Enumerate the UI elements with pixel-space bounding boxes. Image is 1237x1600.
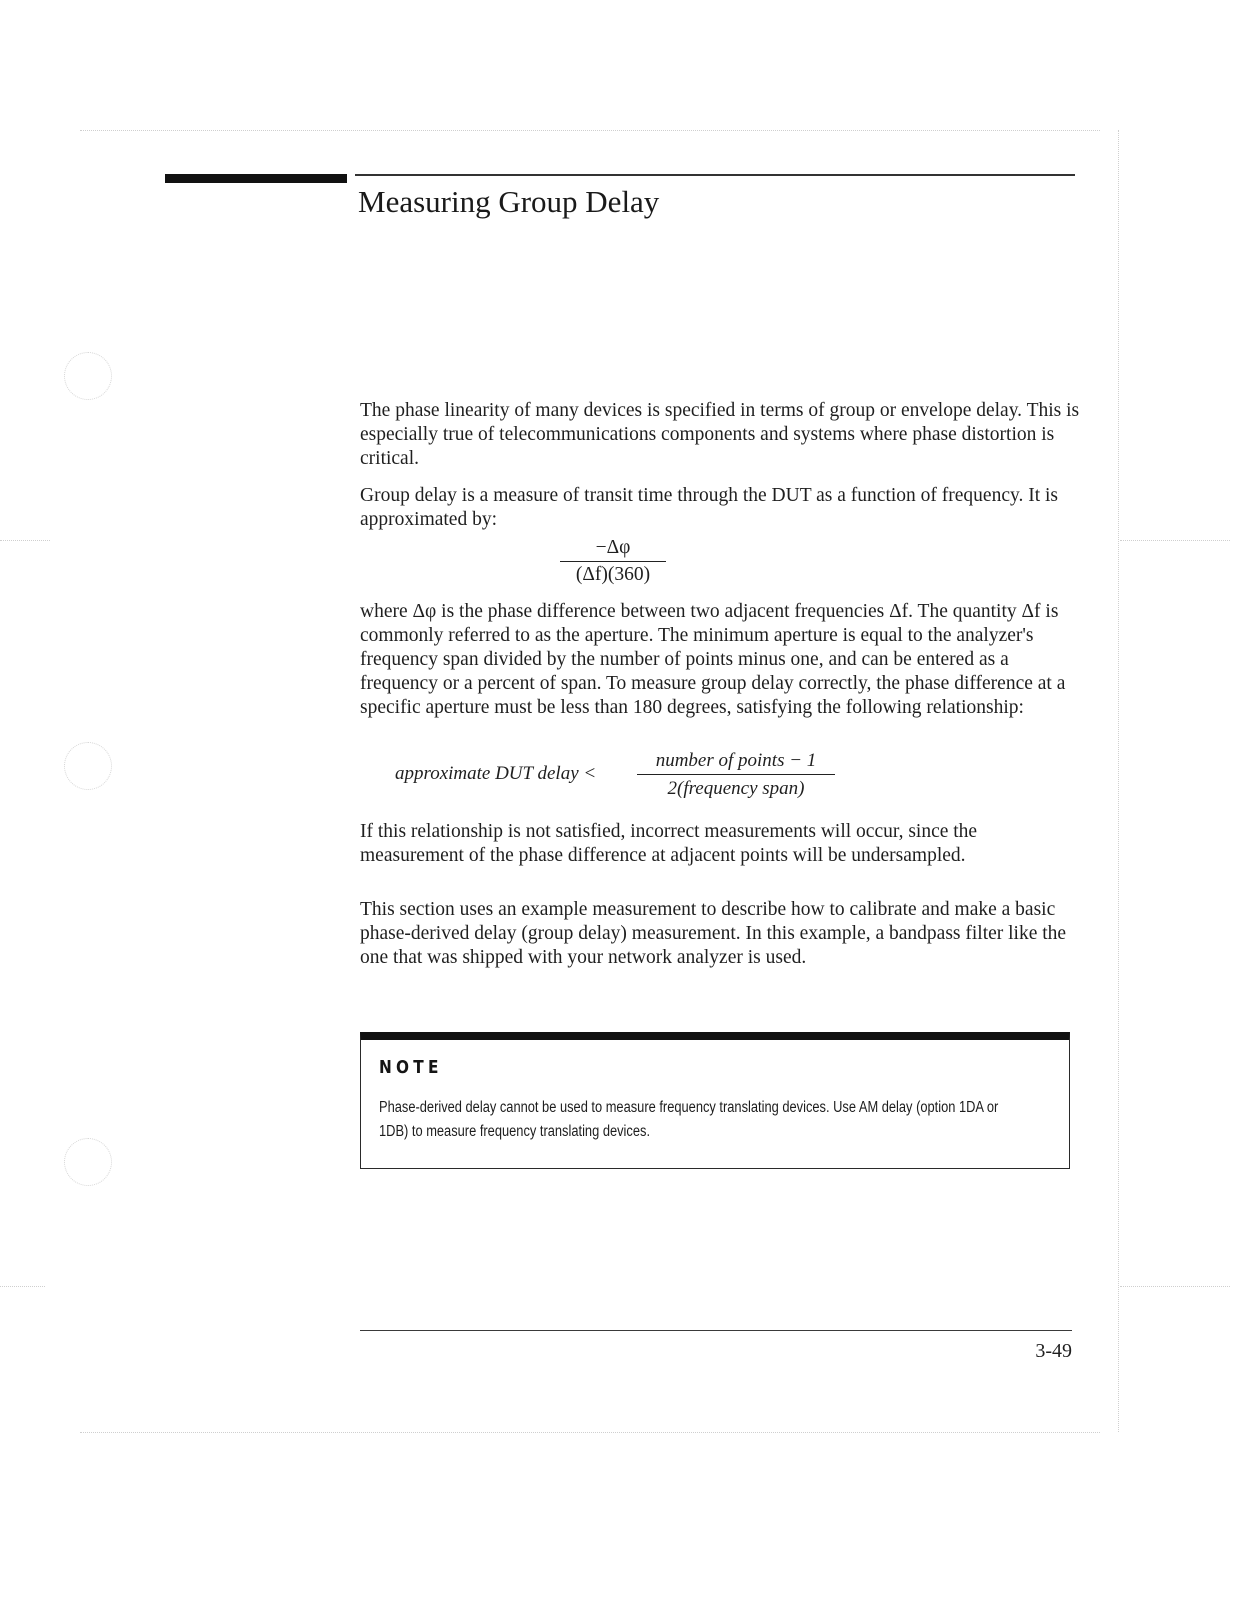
page-number: 3-49	[1035, 1340, 1072, 1362]
note-heading: NOTE	[379, 1057, 443, 1078]
formula-denominator: (Δf)(360)	[575, 564, 651, 585]
page-edge-tick	[1120, 540, 1230, 541]
title-rule	[355, 174, 1075, 176]
page-edge-tick	[1120, 1286, 1230, 1287]
page-edge-right	[1118, 130, 1119, 1432]
punch-hole	[64, 1138, 112, 1186]
paragraph-definition: Group delay is a measure of transit time through the DUT as a function of frequency. It is approximated by:	[360, 485, 1059, 530]
page-title: Measuring Group Delay	[358, 184, 660, 219]
paragraph-aperture: where Δφ is the phase difference between two adjacent frequencies Δf. The quantity Δf is commonly referred to as the aperture. The minimum aperture is equal to the analyzer's frequency span divided by the number of points minus one, and can be entered as a frequency or a percent of span. To measure group delay correctly, the phase difference at a specific aperture must be less than 180 degrees, satisfying the following relationship:	[360, 601, 1066, 718]
note-text: Phase-derived delay cannot be used to measure frequency translating devices. Use AM delay (option 1DA or 1DB) to measure frequency translating devices.	[379, 1099, 999, 1140]
punch-hole	[64, 352, 112, 400]
page-edge-tick	[0, 1286, 45, 1287]
group-delay-formula	[560, 536, 666, 586]
fraction-bar	[637, 774, 835, 775]
formula-numerator: number of points − 1	[655, 750, 817, 771]
paragraph-warning: If this relationship is not satisfied, incorrect measurements will occur, since the measurement of the phase difference at adjacent points will be undersampled.	[360, 821, 978, 866]
formula-denominator: 2(frequency span)	[667, 778, 805, 799]
formula-numerator: −Δφ	[595, 537, 631, 558]
page-edge-tick	[0, 540, 50, 541]
punch-hole	[64, 742, 112, 790]
formula-fraction	[637, 750, 835, 800]
formula-lhs: approximate DUT delay <	[395, 763, 597, 784]
title-accent-bar	[165, 174, 347, 183]
page-edge-top	[80, 130, 1100, 131]
paragraph-section-overview: This section uses an example measurement to describe how to calibrate and make a basic phase-derived delay (group delay) measurement. In this example, a bandpass filter like the one that was shipped with your network analyzer is used.	[360, 899, 1067, 968]
note-box	[360, 1032, 1070, 1169]
fraction-bar	[560, 561, 666, 562]
page-edge-bottom	[80, 1432, 1100, 1433]
paragraph-intro: The phase linearity of many devices is specified in terms of group or envelope delay. This is especially true of telecommunications components and systems where phase distortion is critical.	[360, 400, 1080, 469]
footer-rule	[360, 1330, 1072, 1331]
